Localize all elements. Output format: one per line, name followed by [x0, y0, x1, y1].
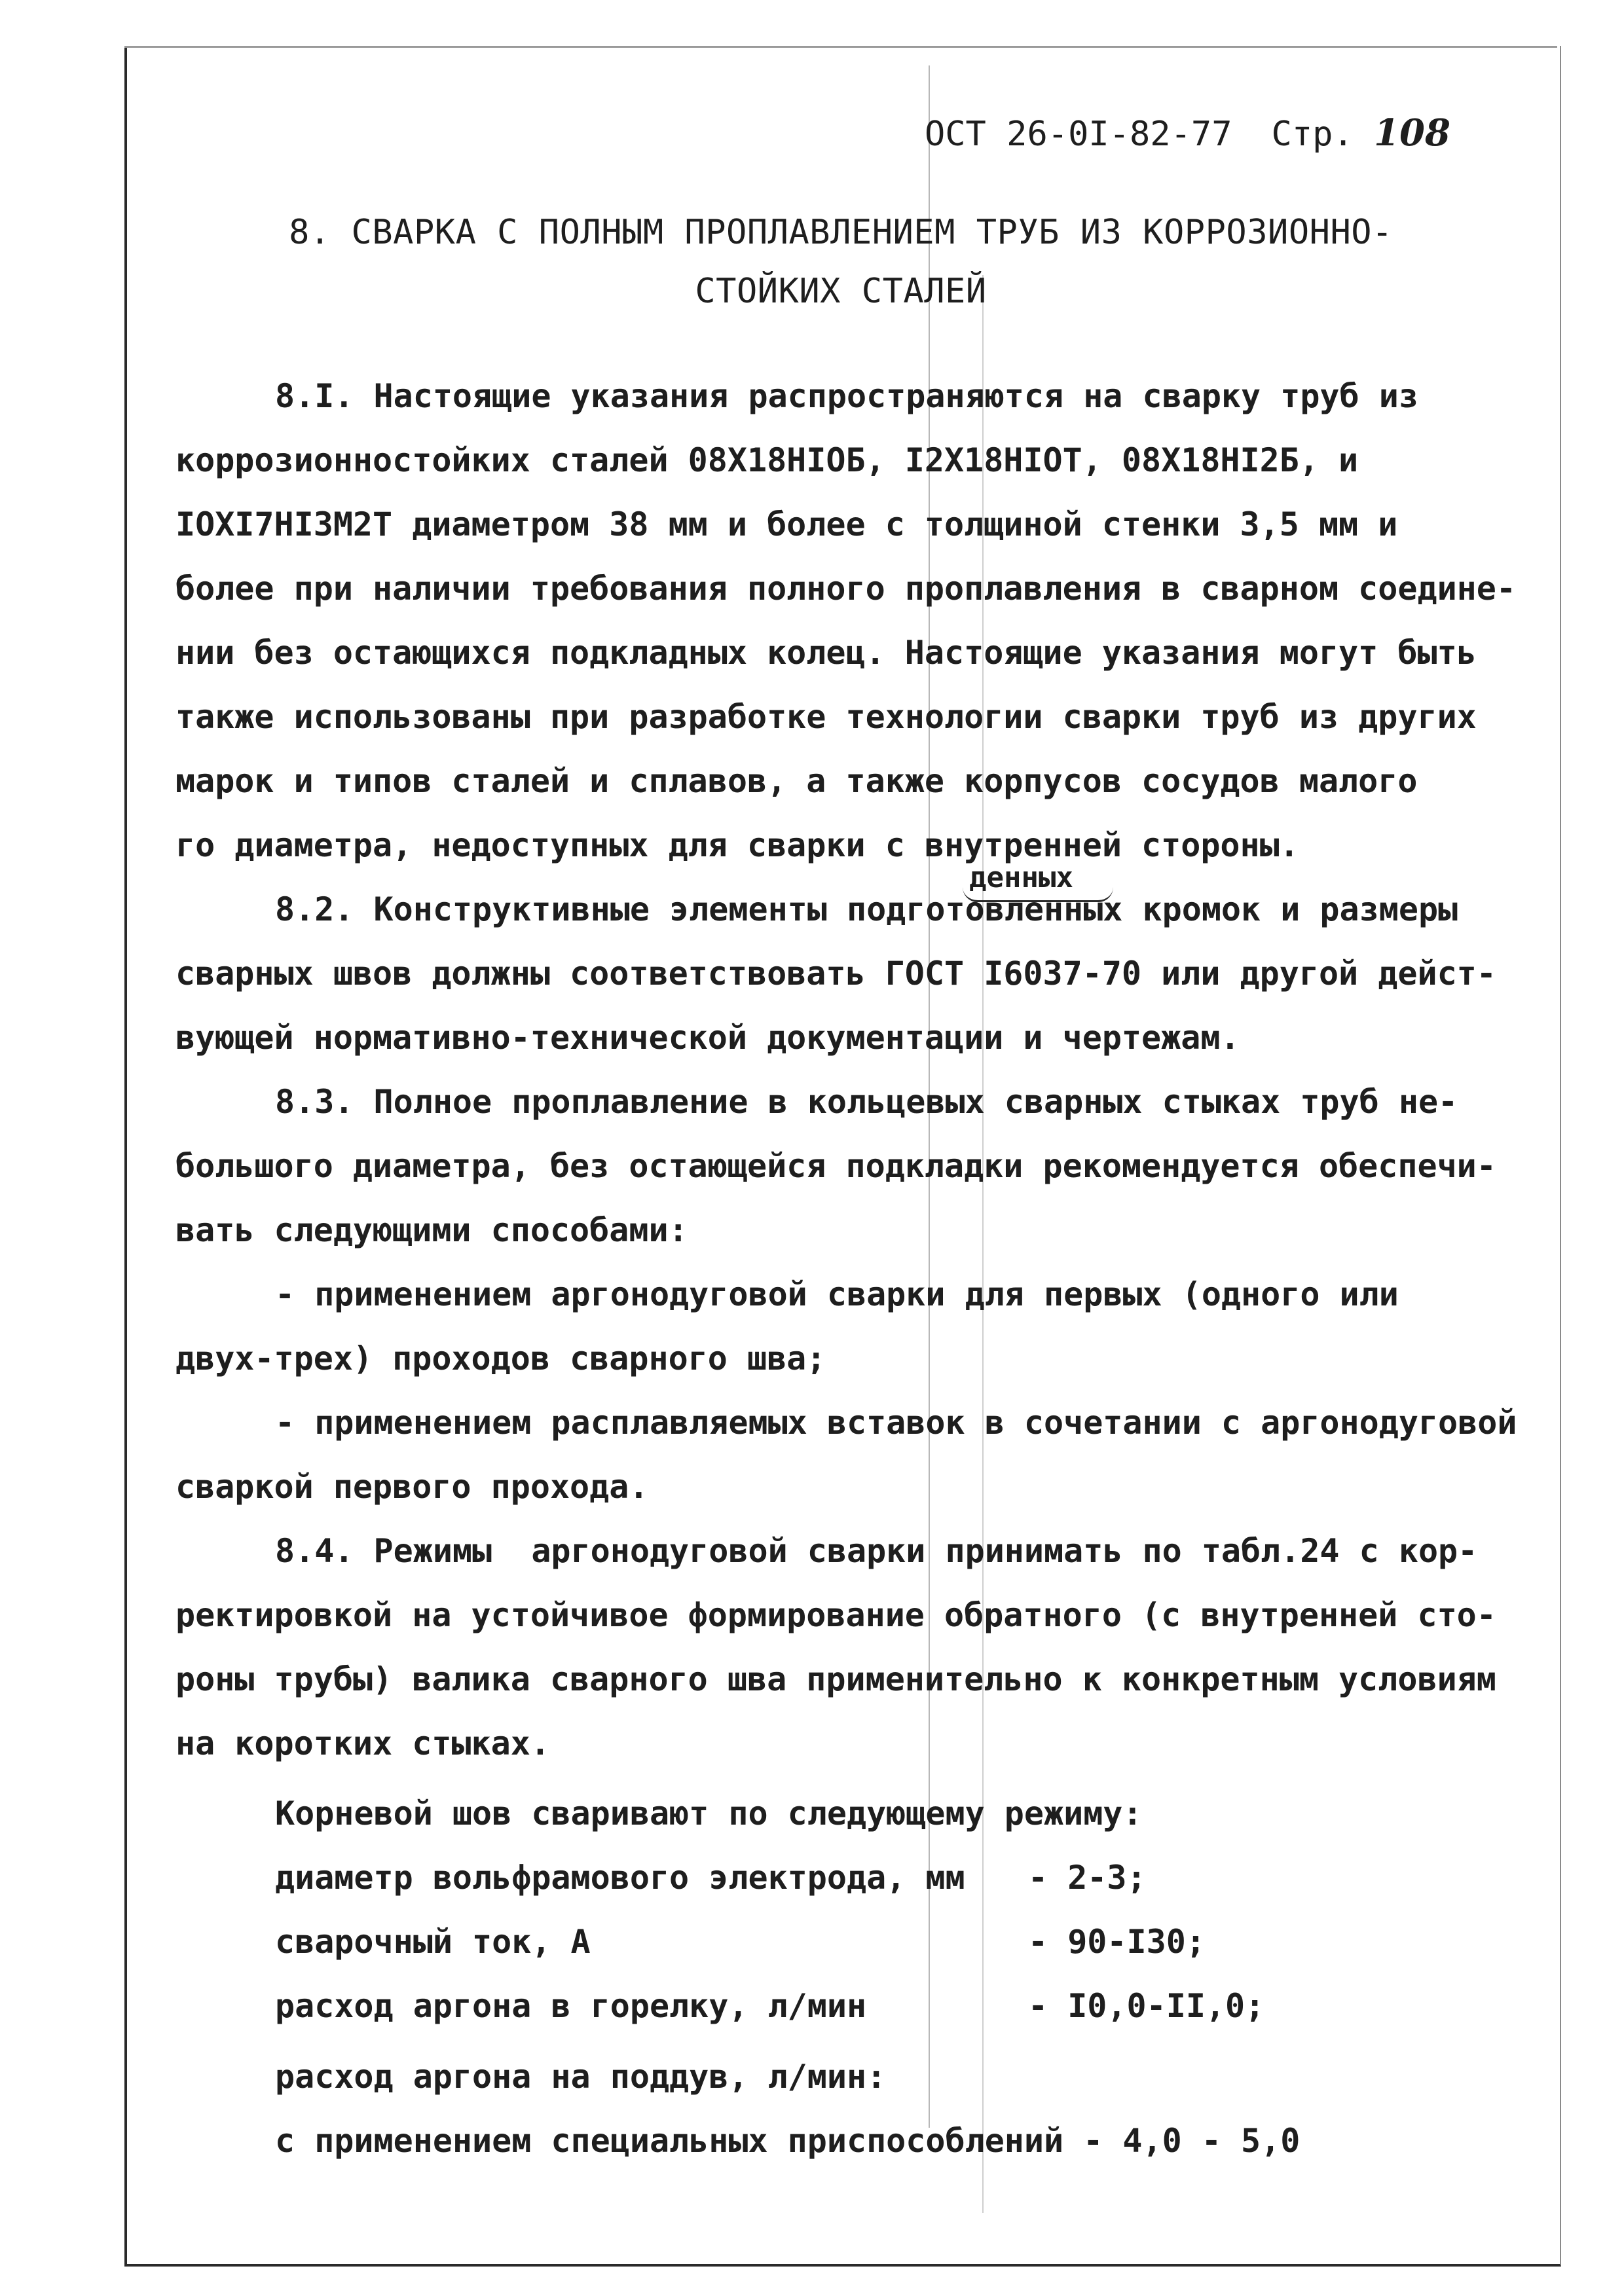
text-line: 8.I. Настоящие указания распространяются на сварку труб из [275, 377, 1418, 415]
text-line: большого диаметра, без остающейся подкладки рекомендуется обеспечи- [175, 1147, 1496, 1185]
page-label: Стр. [1271, 115, 1354, 154]
text-line: - применением расплавляемых вставок в сочетании с аргонодуговой [275, 1404, 1517, 1442]
text-line: ректировкой на устойчивое формирование обратного (с внутренней сто- [175, 1596, 1496, 1634]
text-line: двух-трех) проходов сварного шва; [175, 1339, 826, 1377]
text-line: расход аргона на поддув, л/мин: [275, 2058, 887, 2096]
text-line: с применением специальных приспособлений - 4,0 - 5,0 [275, 2122, 1301, 2160]
text-line: сварных швов должны соответствовать ГОСТ I6037-70 или другой дейст- [175, 955, 1496, 993]
text-line: диаметр вольфрамового электрода, мм [275, 1859, 965, 1897]
inline-correction: денных [969, 861, 1073, 894]
text-line: коррозионностойких сталей 08Х18НIОБ, I2Х18НIОТ, 08Х18НI2Б, и [175, 441, 1359, 479]
document-code: ОСТ 26-0I-82-77 [924, 115, 1232, 154]
text-line: Корневой шов сваривают по следующему режиму: [275, 1795, 1143, 1832]
text-line: 8.3. Полное проплавление в кольцевых сварных стыках труб не- [275, 1083, 1458, 1121]
text-line: IOXI7HI3M2T диаметром 38 мм и более с толщиной стенки 3,5 мм и [175, 505, 1398, 543]
page-header [925, 111, 1450, 155]
text-line: на коротких стыках. [175, 1724, 550, 1762]
page-border-top [124, 46, 1557, 48]
text-line: 8.2. Конструктивные элементы подготовленных кромок и размеры [275, 890, 1458, 928]
text-line: также использованы при разработке технологии сварки труб из других [175, 698, 1477, 736]
text-line: вующей нормативно-технической документации и чертежам. [175, 1019, 1240, 1057]
text-line: сваркой первого прохода. [175, 1468, 649, 1506]
text-line: го диаметра, недоступных для сварки с внутренней стороны. [175, 826, 1299, 864]
text-line: расход аргона в горелку, л/мин [275, 1987, 867, 2025]
page-number: 108 [1374, 111, 1450, 155]
scan-line [982, 275, 984, 2213]
text-line: - применением аргонодуговой сварки для первых (одного или [275, 1275, 1399, 1313]
param-value: - 90-I30; [1028, 1923, 1206, 1961]
text-line: вать следующими способами: [175, 1211, 688, 1249]
text-line: 8.4. Режимы аргонодуговой сварки принимать по табл.24 с кор- [275, 1532, 1478, 1570]
text-line: марок и типов сталей и сплавов, а также корпусов сосудов малого [175, 762, 1418, 800]
param-value: - I0,0-II,0; [1028, 1987, 1265, 2025]
text-line: роны трубы) валика сварного шва применительно к конкретным условиям [175, 1660, 1496, 1698]
text-line: нии без остающихся подкладных колец. Настоящие указания могут быть [175, 634, 1477, 672]
text-line: более при наличии требования полного проплавления в сварном соедине- [175, 570, 1516, 608]
section-title-line-2: СТОЙКИХ СТАЛЕЙ [695, 272, 987, 311]
page-label-group [1272, 111, 1450, 155]
section-title-line-1: 8. СВАРКА С ПОЛНЫМ ПРОПЛАВЛЕНИЕМ ТРУБ ИЗ КОРРОЗИОННО- [289, 213, 1393, 252]
param-value: - 2-3; [1028, 1859, 1147, 1897]
text-line: сварочный ток, А [275, 1923, 591, 1961]
